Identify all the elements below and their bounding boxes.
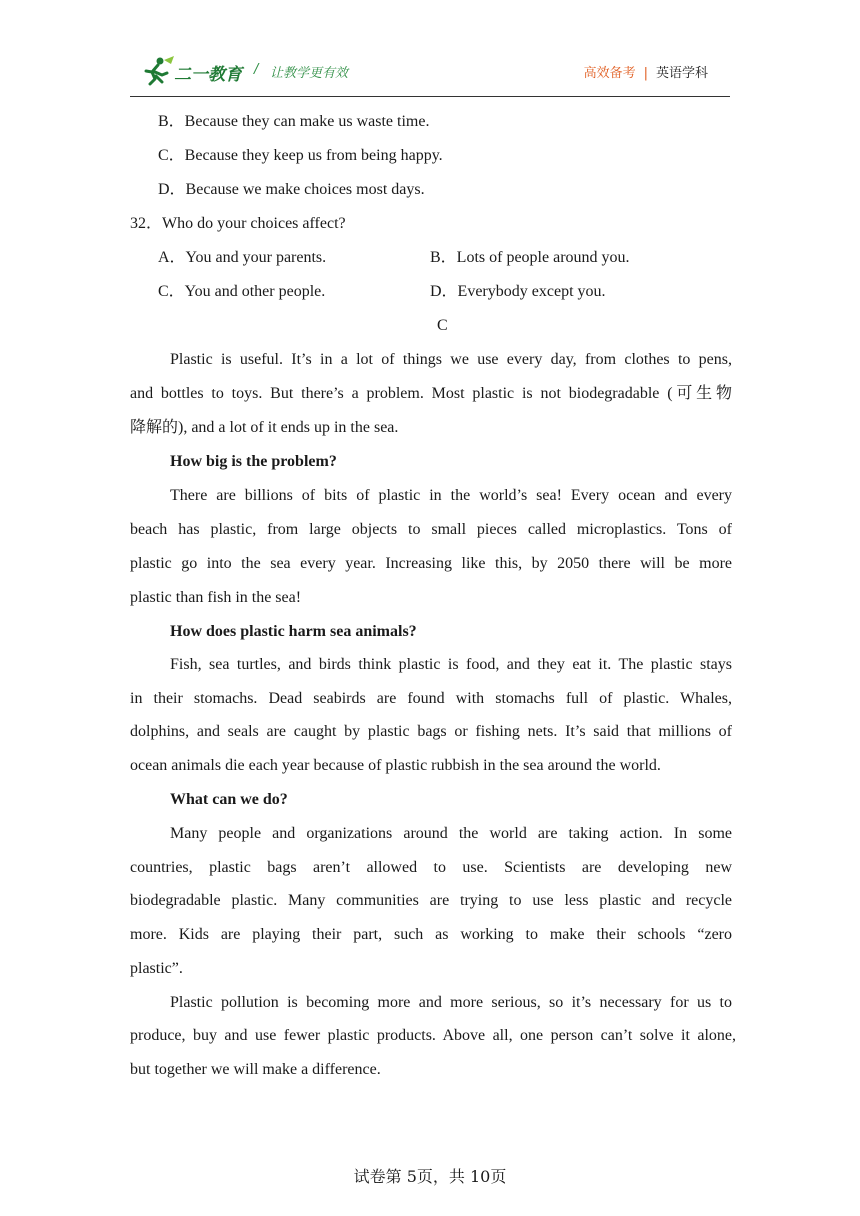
- section-letter: C: [437, 317, 448, 334]
- p1-line-2: and bottles to toys. But there’s a problem. Most plastic is not biodegradable (可生物: [130, 385, 732, 402]
- p4-line-3: biodegradable plastic. Many communities are trying to use less plastic and recycle: [130, 892, 732, 909]
- page-header: [130, 52, 730, 96]
- p3-line-4: ocean animals die each year because of plastic rubbish in the sea around the world.: [130, 757, 661, 774]
- q32-option-a: A．You and your parents.: [158, 249, 327, 266]
- q31-option-d: D．Because we make choices most days.: [158, 181, 425, 198]
- exam-label: 高效备考: [583, 66, 636, 81]
- q32-option-c: C．You and other people.: [158, 283, 326, 300]
- p3-line-1: Fish, sea turtles, and birds think plastic is food, and they eat it. The plastic stays: [170, 656, 732, 673]
- p2-line-2: beach has plastic, from large objects to small pieces called microplastics. Tons of: [130, 521, 732, 538]
- p5-line-1: Plastic pollution is becoming more and more serious, so it’s necessary for us to: [170, 994, 732, 1011]
- p3-line-3: dolphins, and seals are caught by plastic bags or fishing nets. It’s said that millions of: [130, 723, 732, 740]
- slogan-separator: /: [254, 62, 259, 77]
- p1-line-3: 降解的), and a lot of it ends up in the sea.: [130, 419, 399, 436]
- p5-line-3: but together we will make a difference.: [130, 1061, 381, 1078]
- p3-line-2: in their stomachs. Dead seabirds are found with stomachs full of plastic. Whales,: [130, 690, 732, 707]
- p4-line-2: countries, plastic bags aren’t allowed to use. Scientists are developing new: [130, 859, 732, 876]
- runner-logo-icon: [138, 56, 178, 86]
- q31-option-b: B．Because they can make us waste time.: [158, 113, 430, 130]
- q32-option-b: B．Lots of people around you.: [430, 249, 630, 266]
- logo-text: 二一教育: [174, 65, 242, 85]
- p2-line-1: There are billions of bits of plastic in the world’s sea! Every ocean and every: [170, 487, 732, 504]
- q32-option-d: D．Everybody except you.: [430, 283, 606, 300]
- p4-line-1: Many people and organizations around the world are taking action. In some: [170, 825, 732, 842]
- header-divider: |: [643, 66, 648, 81]
- heading-problem: How big is the problem?: [170, 453, 337, 470]
- logo: [138, 56, 248, 86]
- p4-line-4: more. Kids are playing their part, such as working to make their schools “zero: [130, 926, 732, 943]
- p1-line-1: Plastic is useful. It’s in a lot of things we use every day, from clothes to pens,: [170, 351, 732, 368]
- header-right: [584, 62, 708, 81]
- p5-line-2: produce, buy and use fewer plastic products. Above all, one person can’t solve it alone,: [130, 1027, 736, 1044]
- heading-harm: How does plastic harm sea animals?: [170, 623, 417, 640]
- p2-line-3: plastic go into the sea every year. Increasing like this, by 2050 there will be more: [130, 555, 732, 572]
- q31-option-c: C．Because they keep us from being happy.: [158, 147, 443, 164]
- p2-line-4: plastic than fish in the sea!: [130, 589, 302, 606]
- page-footer: 试卷第 5页，共 10页: [353, 1167, 507, 1186]
- p4-line-5: plastic”.: [130, 960, 183, 977]
- q32-question: 32．Who do your choices affect?: [130, 215, 346, 232]
- heading-action: What can we do?: [170, 791, 288, 808]
- header-rule: [130, 96, 730, 97]
- slogan: 让教学更有效: [270, 66, 349, 81]
- subject-label: 英语学科: [655, 66, 708, 81]
